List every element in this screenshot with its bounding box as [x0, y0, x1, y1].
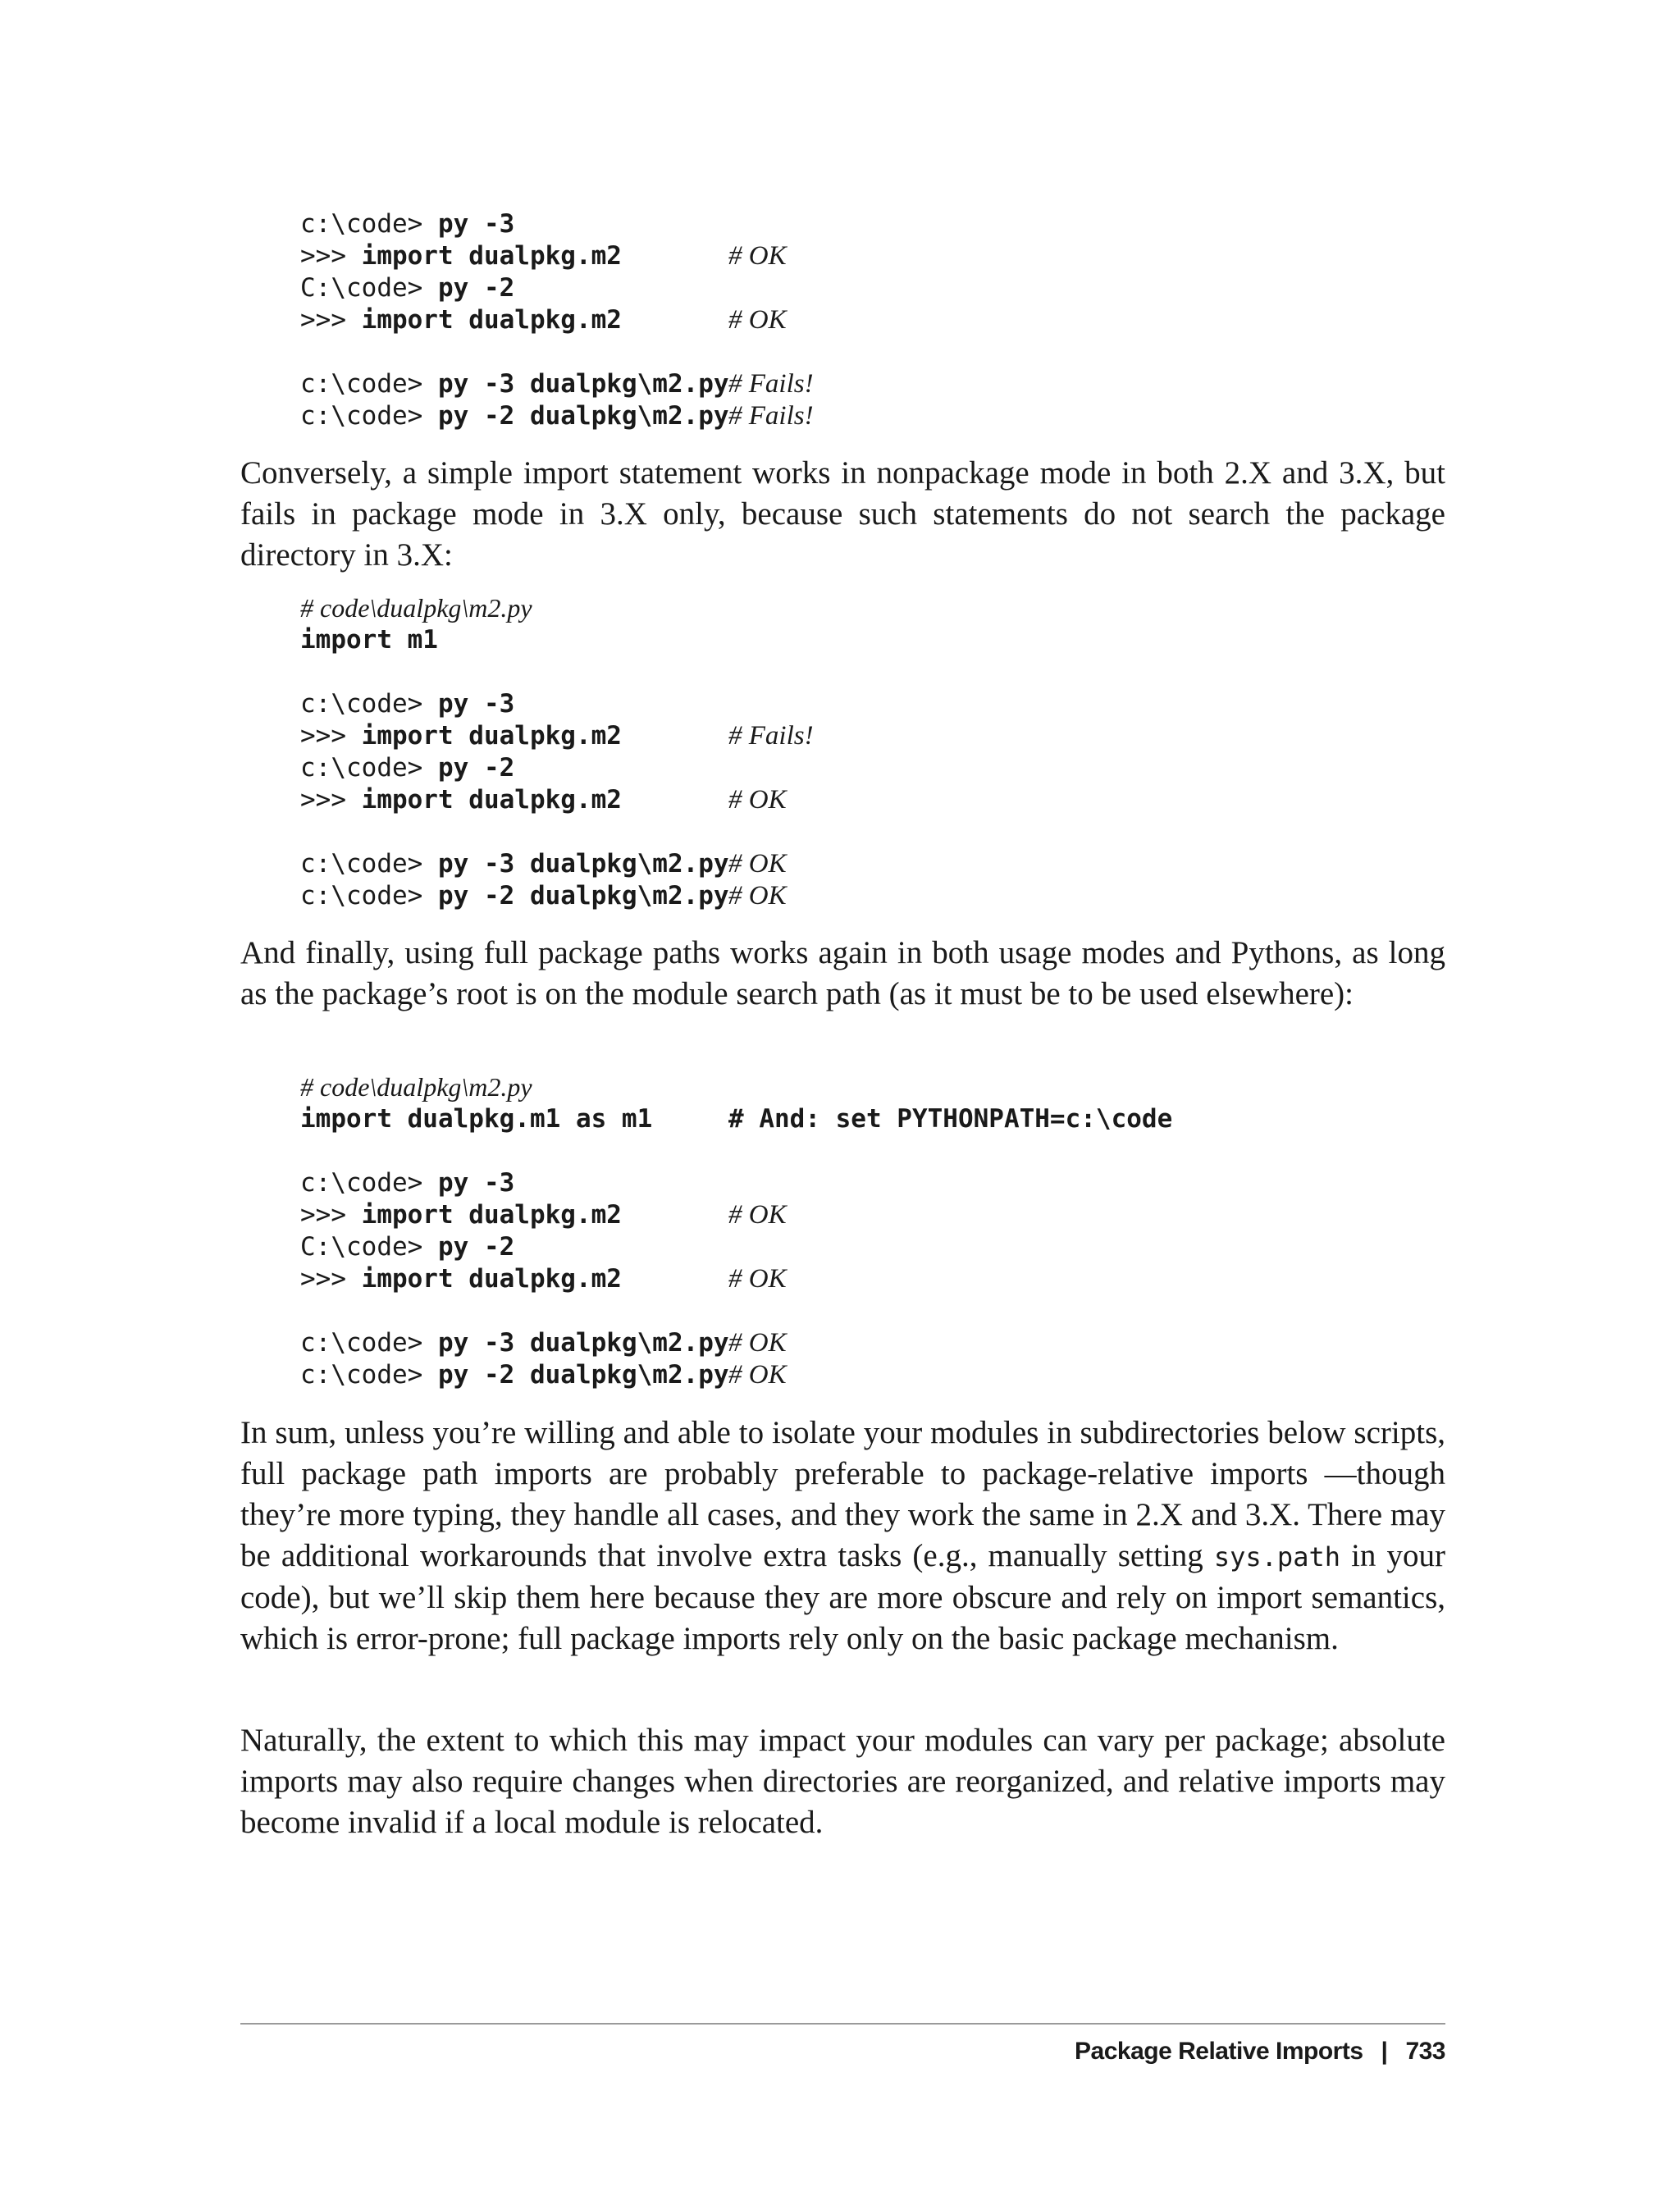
code-line: c:\code> py -3 dualpkg\m2.py # Fails! [300, 369, 814, 399]
code-line: c:\code> py -2 dualpkg\m2.py # OK [300, 1360, 787, 1390]
code-line: >>> import dualpkg.m2 # OK [300, 241, 787, 271]
code-blank-line [300, 656, 1449, 688]
code-line: >>> import dualpkg.m2 # OK [300, 1264, 787, 1294]
code-line: >>> import dualpkg.m2 # OK [300, 305, 787, 335]
code-blank-line [300, 816, 1449, 848]
code-blank-line [300, 1135, 1449, 1167]
page-number: 733 [1405, 2038, 1445, 2065]
page-footer [1075, 2038, 1445, 2066]
code-line: >>> import dualpkg.m2 # OK [300, 785, 787, 815]
code-block-1 [300, 208, 1449, 432]
code-line: c:\code> py -3 dualpkg\m2.py # OK [300, 849, 787, 879]
code-blank-line [300, 1295, 1449, 1327]
body-paragraph-2: And finally, using full package paths works again in both usage modes and Pythons, as long as the package’s root is on the module search path (as it must be to be used elsewhere): [240, 935, 1445, 1011]
body-paragraph-1: Conversely, a simple import statement works in nonpackage mode in both 2.X and 3.X, but fails in package mode in 3.X only, because such statements do not search the package directory in 3.X: [240, 455, 1445, 573]
code-line: c:\code> py -3 [300, 209, 515, 239]
code-block-3 [300, 1071, 1449, 1391]
code-line: >>> import dualpkg.m2 # OK [300, 1200, 787, 1230]
code-line: c:\code> py -3 dualpkg\m2.py # OK [300, 1328, 787, 1358]
code-file-comment: # code\dualpkg\m2.py [300, 1072, 532, 1102]
code-file-comment: # code\dualpkg\m2.py [300, 593, 532, 623]
body-paragraph-3: In sum, unless you’re willing and able to isolate your modules in subdirectories below scripts, full package path imports are probably preferable to package-relative imports —though they’re more typing, they handle all cases, and they work the same in 2.X and 3.X. There may be additional workarounds that involve extra tasks (e.g., manually setting sys.path in your code), but we’ll skip them here because they are more obscure and rely on import semantics, which is error-prone; full package imports rely only on the basic package mechanism. [240, 1415, 1445, 1656]
code-blank-line [300, 336, 1449, 368]
footer-separator: | [1381, 2038, 1388, 2065]
code-import-line: import m1 [300, 625, 438, 655]
code-block-2 [300, 592, 1449, 912]
code-line: c:\code> py -3 [300, 689, 515, 719]
code-line: >>> import dualpkg.m2 # Fails! [300, 721, 814, 751]
code-import-line: import dualpkg.m1 as m1 # And: set PYTHONPATH=c:\code [300, 1104, 1173, 1134]
code-line: c:\code> py -2 [300, 753, 515, 783]
code-line: c:\code> py -3 [300, 1168, 515, 1198]
code-line: c:\code> py -2 dualpkg\m2.py # Fails! [300, 401, 814, 431]
footer-rule [240, 2023, 1445, 2025]
running-head: Package Relative Imports [1075, 2038, 1363, 2065]
code-line: C:\code> py -2 [300, 273, 515, 303]
code-line: c:\code> py -2 dualpkg\m2.py # OK [300, 881, 787, 911]
body-paragraph-4: Naturally, the extent to which this may impact your modules can vary per package; absolute imports may also require changes when directories are reorganized, and relative imports may become invalid if a local module is relocated. [240, 1723, 1445, 1840]
inline-code: sys.path [1213, 1541, 1340, 1573]
code-line: C:\code> py -2 [300, 1232, 515, 1262]
